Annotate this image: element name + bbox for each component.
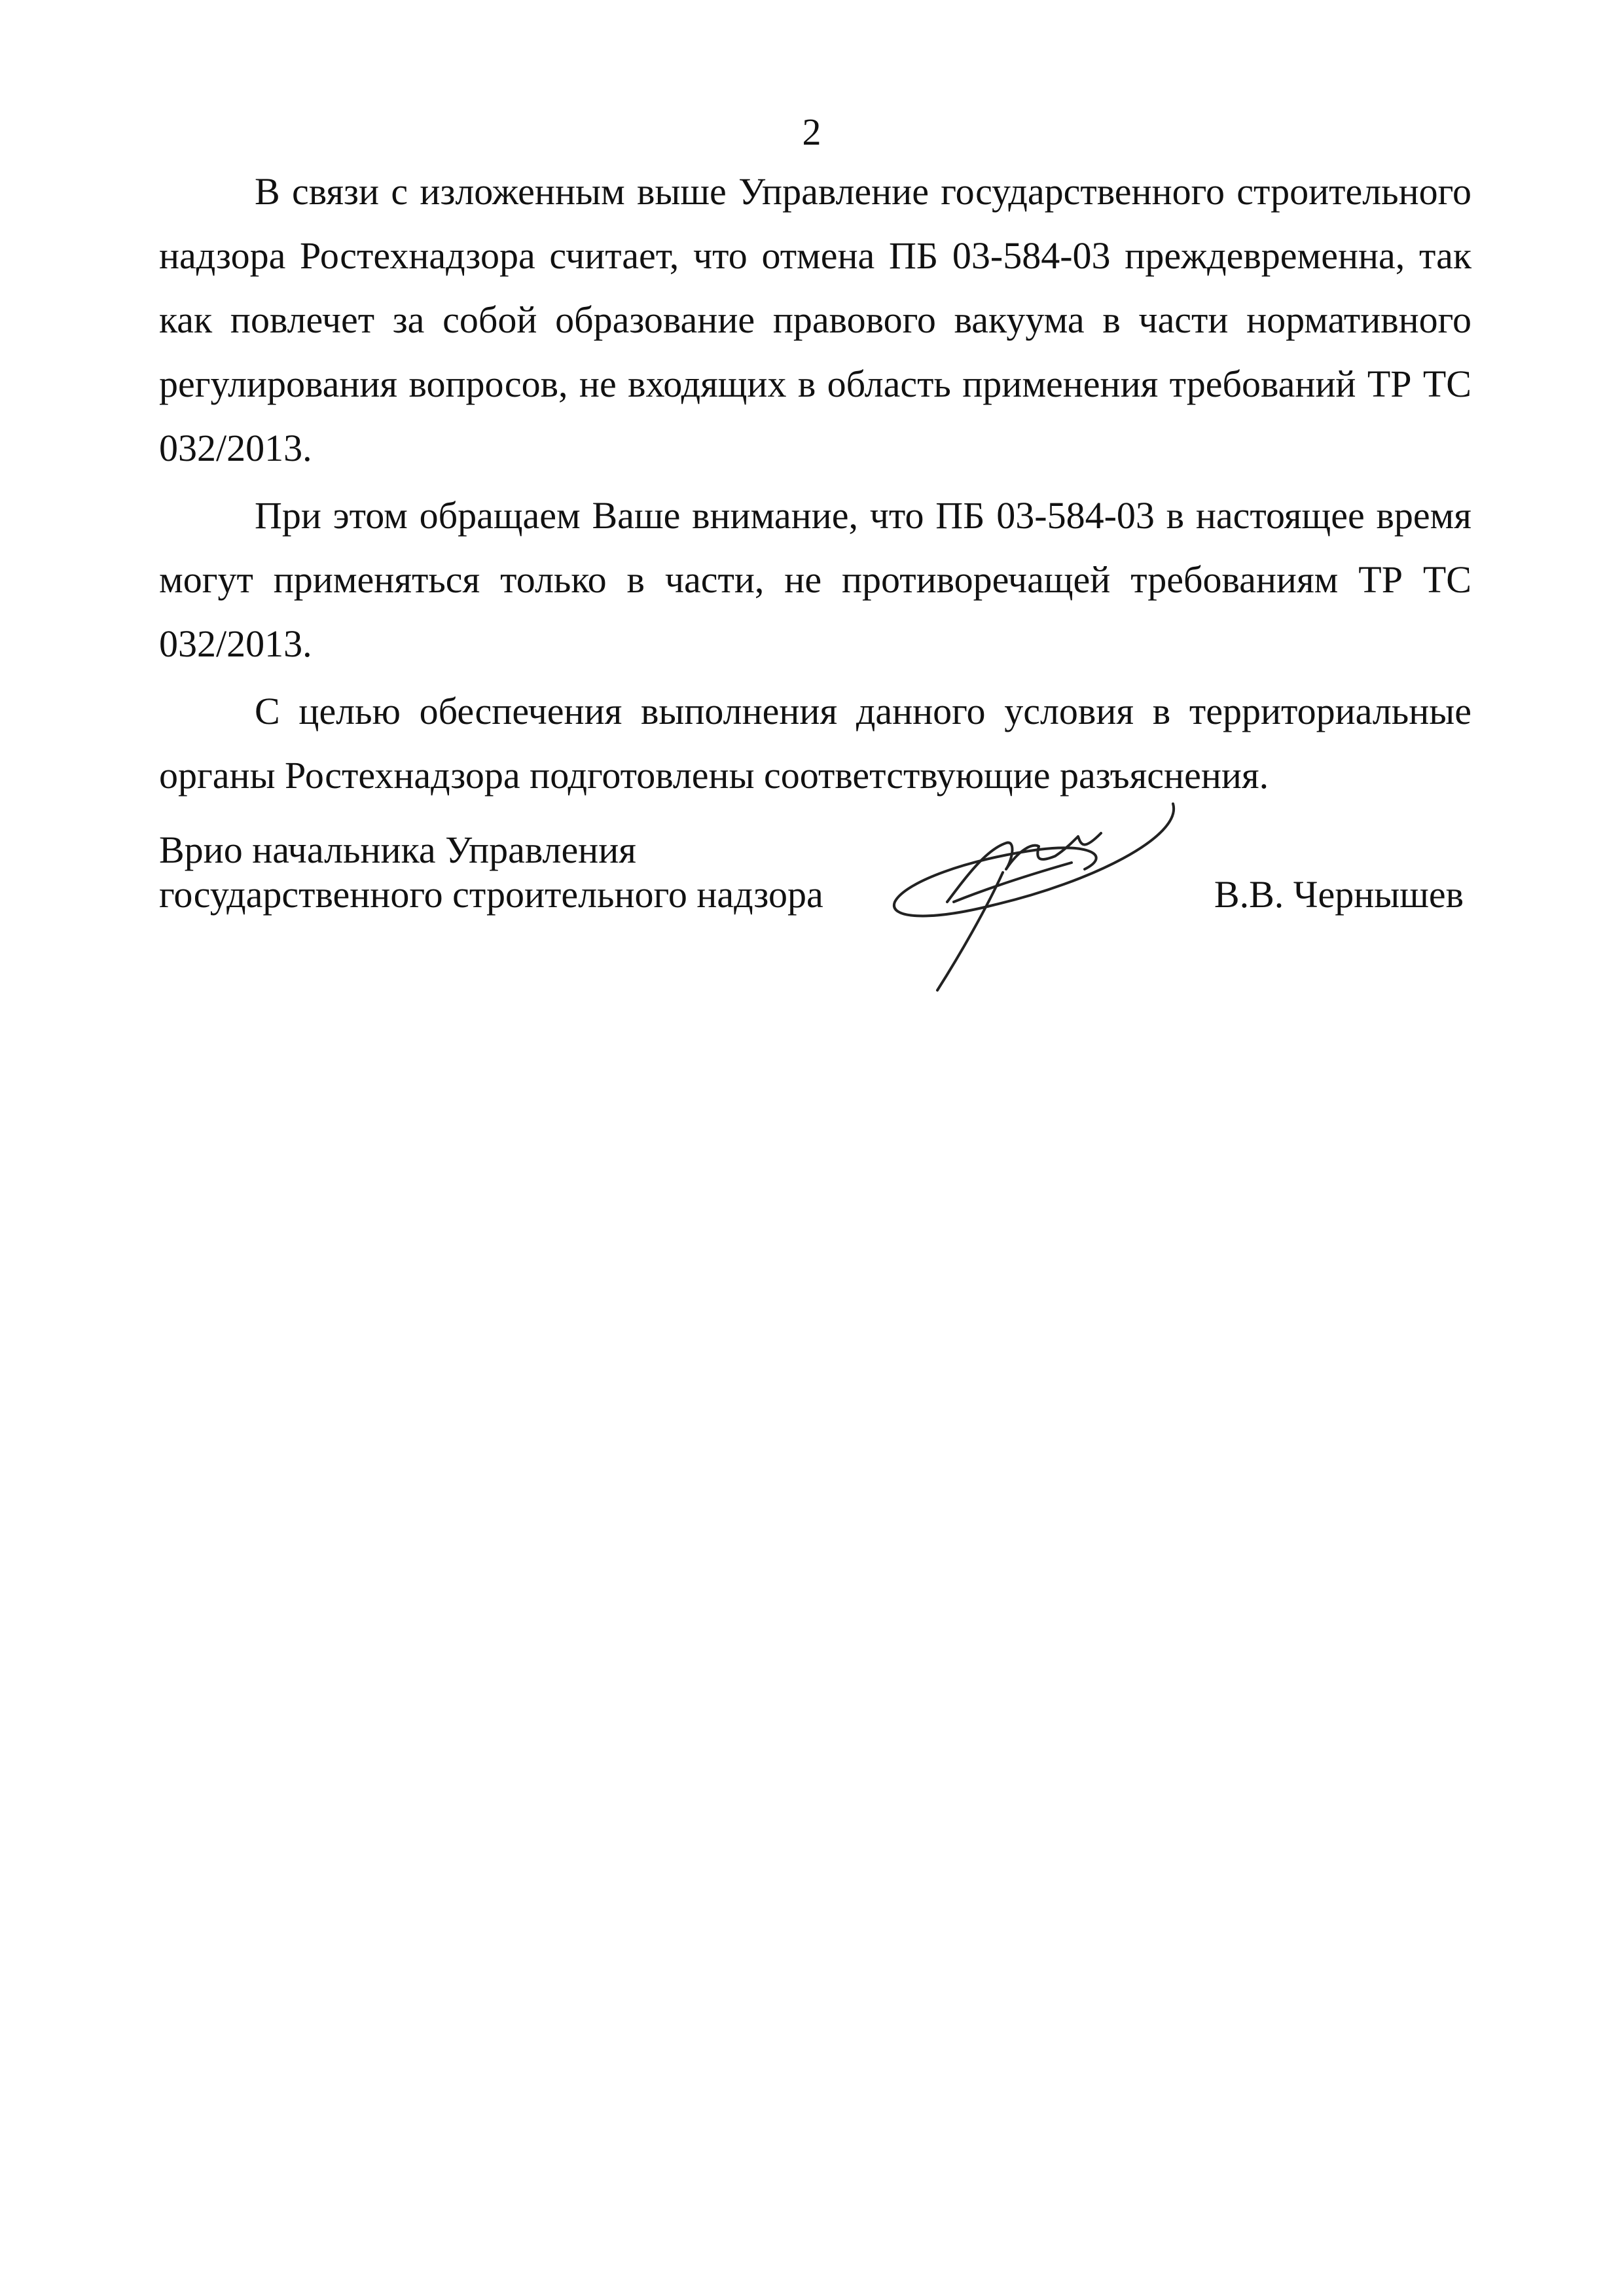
- handwritten-signature: [875, 797, 1176, 1000]
- letter-body: [159, 160, 1471, 811]
- signature-tail: [937, 872, 1003, 990]
- paragraph-conclusion: В связи с изложенным выше Управление государственного строительного надзора Ростехнадзора считает, что отмена ПБ 03-584-03 преждевременна, так как повлечет за собой образование правового вакуума в части нормативного регулирования вопросов, не входящих в область применения требований ТР ТС 032/2013.: [159, 170, 1471, 469]
- signatory-position-line-1: Врио начальника Управления: [159, 829, 636, 871]
- paragraph-attention: При этом обращаем Ваше внимание, что ПБ 03-584-03 в настоящее время могут применяться только в части, не противоречащей требованиям ТР ТС 032/2013.: [159, 494, 1471, 665]
- signatory-position-line-2: государственного строительного надзора: [159, 873, 823, 916]
- signature-block: [159, 828, 1471, 998]
- signatory-name: В.В. Чернышев: [1214, 873, 1464, 916]
- signature-loop: [894, 804, 1174, 916]
- paragraph-clarifications: С целью обеспечения выполнения данного условия в территориальные органы Ростехнадзора подготовлены соответствующие разъяснения.: [159, 690, 1471, 797]
- signature-underline: [954, 863, 1072, 902]
- page-number: 2: [802, 111, 821, 153]
- signatory-position: [159, 828, 879, 917]
- signature-strokes: [947, 833, 1101, 902]
